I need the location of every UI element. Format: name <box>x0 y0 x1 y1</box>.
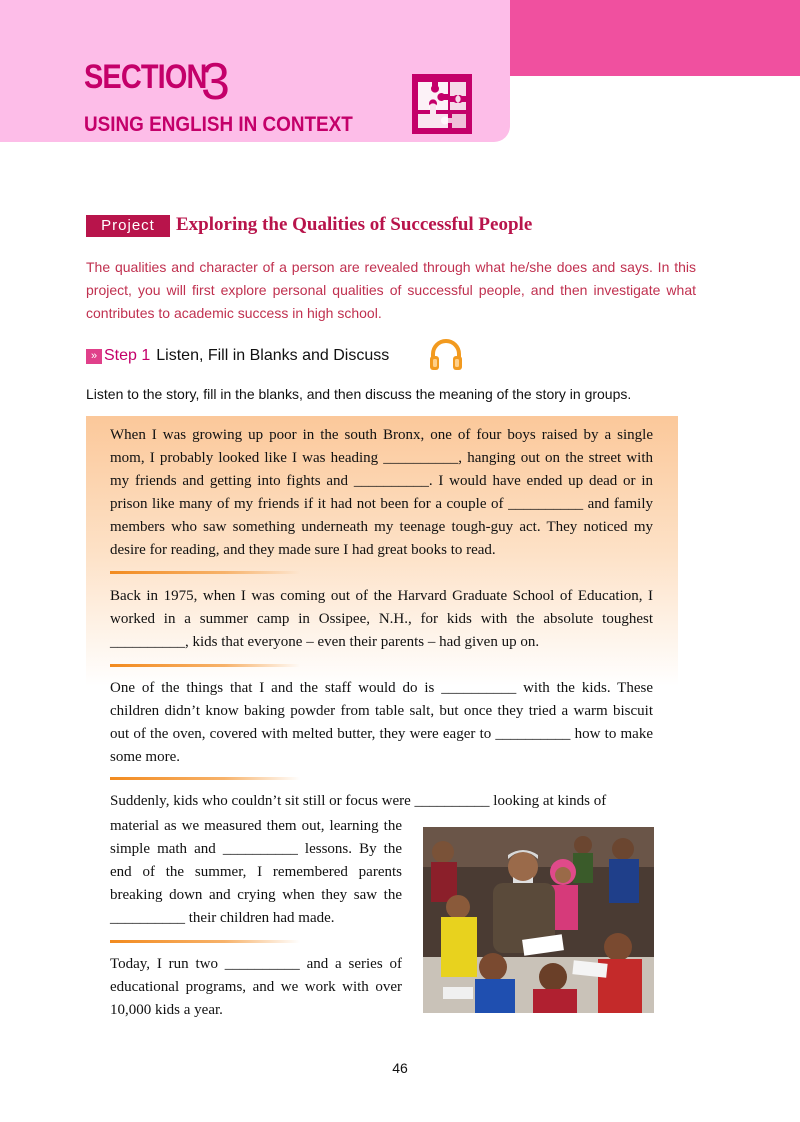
section-heading <box>84 53 230 111</box>
step-title: Listen, Fill in Blanks and Discuss <box>156 347 390 364</box>
step-label: Step 1 <box>104 347 151 364</box>
section-number: 3 <box>201 53 230 111</box>
puzzle-icon <box>412 74 472 134</box>
story-paragraph-3: One of the things that I and the staff would do is __________ with the kids. These children didn’t know baking powder from table salt, but once they tried a warm biscuit out of the oven, covered with melted butter, they were eager to __________ how to make some more. <box>110 680 653 765</box>
classroom-photo <box>423 827 654 1013</box>
story-paragraph-2: Back in 1975, when I was coming out of the Harvard Graduate School of Education, I worked in a summer camp in Ossipee, N.H., for kids with the absolute toughest __________, kids that everyone – even their parents – had given up on. <box>110 588 653 650</box>
story-divider <box>110 777 300 780</box>
story-divider <box>110 571 300 574</box>
page-number: 46 <box>392 1060 408 1076</box>
story-divider <box>110 664 300 667</box>
section-subtitle: USING ENGLISH IN CONTEXT <box>84 113 353 136</box>
step-arrow-icon: » <box>86 349 102 364</box>
step-heading <box>86 345 389 367</box>
project-title: Exploring the Qualities of Successful People <box>176 214 533 235</box>
story-paragraph-4-line: Suddenly, kids who couldn’t sit still or focus were __________ looking at kinds of <box>110 793 607 809</box>
project-badge: Project <box>86 215 170 237</box>
project-intro: The qualities and character of a person are revealed through what he/she does and says. In this project, you will first explore personal qualities of successful people, and then investigate what contributes to academic success in high school. <box>86 259 696 321</box>
step-instruction: Listen to the story, fill in the blanks, and then discuss the meaning of the story in groups. <box>86 386 632 402</box>
section-word: SECTION <box>84 58 207 96</box>
story-divider <box>110 940 300 943</box>
story-paragraph-1: When I was growing up poor in the south Bronx, one of four boys raised by a single mom, I probably looked like I was heading __________, hanging out on the street with my friends and getting into fights and __________. I would have ended up dead or in prison like many of my friends if it had not been for a couple of __________ and family members who saw something underneath my teenage tough-guy act. They noticed my desire for reading, and they made sure I had great books to read. <box>110 427 653 558</box>
story-paragraph-5: Today, I run two __________ and a series of educational programs, and we work with over 10,000 kids a year. <box>110 956 402 1018</box>
header-accent-band <box>510 0 800 76</box>
story-paragraph-4: material as we measured them out, learning the simple math and __________ lessons. By the end of the summer, I remembered parents breaking down and crying when they saw the __________ their children had made. <box>110 818 402 926</box>
headphones-icon <box>428 337 464 373</box>
